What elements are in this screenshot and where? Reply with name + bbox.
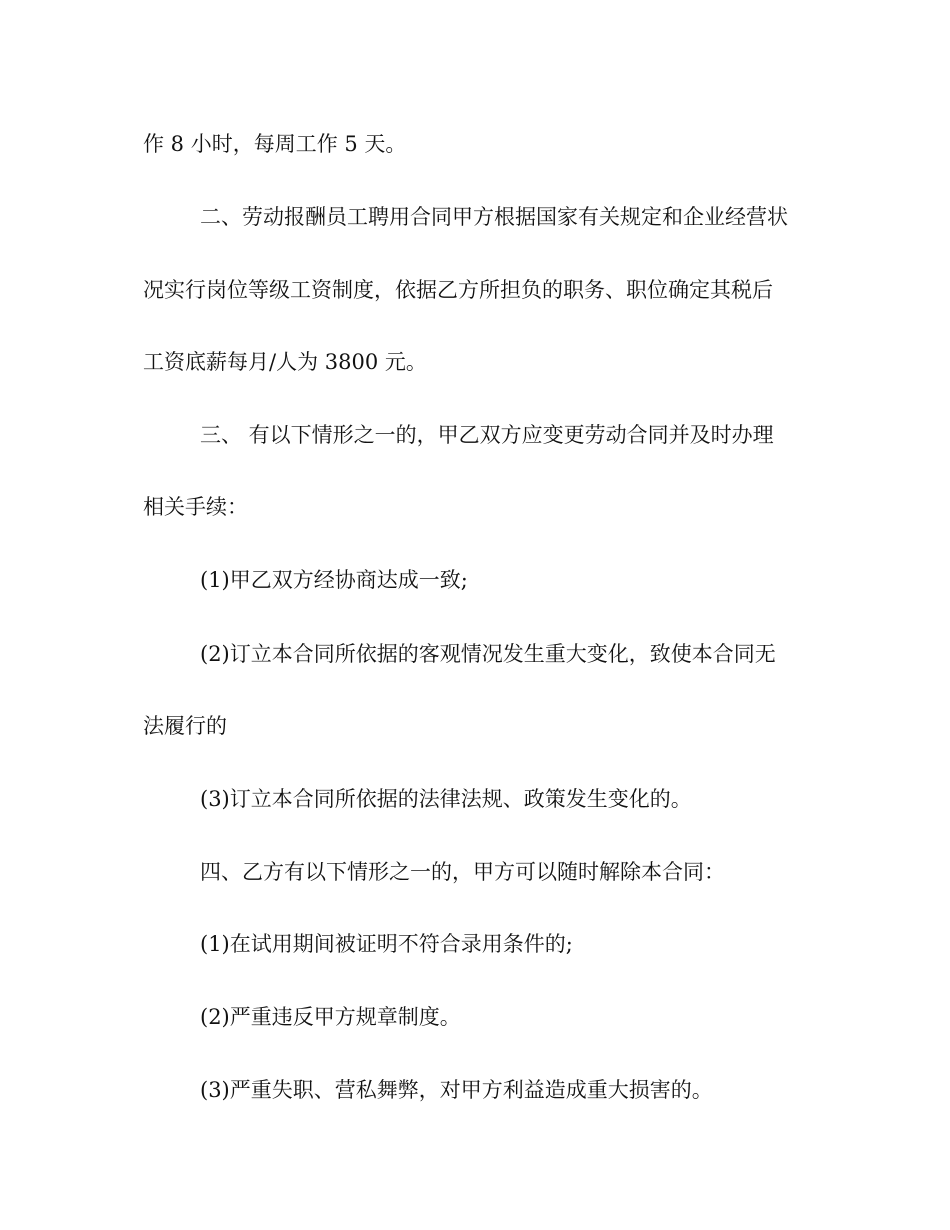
list-item: (2)严重违反甲方规章制度。: [200, 1005, 461, 1029]
list-item: (1)甲乙双方经协商达成一致;: [200, 568, 468, 592]
text-line: 法履行的: [143, 714, 227, 738]
text-line: 相关手续：: [143, 495, 248, 519]
list-item: (3)严重失职、营私舞弊，对甲方利益造成重大损害的。: [200, 1078, 713, 1102]
list-item: (1)在试用期间被证明不符合录用条件的;: [200, 932, 573, 956]
list-item: (2)订立本合同所依据的客观情况发生重大变化，致使本合同无: [200, 642, 776, 666]
list-item: (3)订立本合同所依据的法律法规、政策发生变化的。: [200, 787, 692, 811]
text-line: 况实行岗位等级工资制度，依据乙方所担负的职务、职位确定其税后: [143, 278, 773, 302]
text-line: 三、 有以下情形之一的，甲乙双方应变更劳动合同并及时办理: [200, 423, 774, 447]
text-line: 二、劳动报酬员工聘用合同甲方根据国家有关规定和企业经营状: [200, 205, 788, 229]
text-line: 工资底薪每月/人为 3800 元。: [143, 350, 427, 374]
text-line: 四、乙方有以下情形之一的，甲方可以随时解除本合同：: [200, 860, 725, 884]
text-line: 作 8 小时，每周工作 5 天。: [143, 132, 407, 156]
